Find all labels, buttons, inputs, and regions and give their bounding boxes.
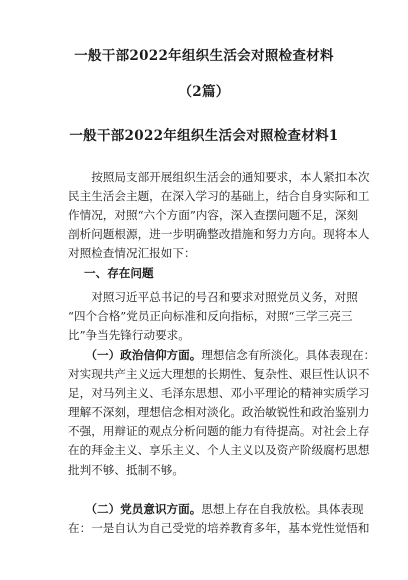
document-title: 一般干部2022年组织生活会对照检查材料 <box>74 48 334 64</box>
paragraph-line: 在的拜金主义、享乐主义、个人主义以及资产阶级腐朽思想 <box>68 443 370 458</box>
paragraph-line: 对照习近平总书记的号召和要求对照党员义务，对照 <box>68 290 358 304</box>
paragraph-line: 对照检查情况汇报如下： <box>68 246 196 261</box>
paragraph-line: 在：一是自认为自己受党的培养教育多年，基本党性觉悟和 <box>68 521 370 536</box>
intro-paragraph <box>68 168 370 263</box>
paragraph-line: 剖析问题根源，进一步明确整改措施和努力方向。现将本人 <box>68 227 370 242</box>
paragraph-line: 民主生活会主题，在深入学习的基础上，结合自身实际和工 <box>68 189 370 204</box>
paragraph-line <box>68 500 364 519</box>
paragraph-line: 批判不够、抵制不够。 <box>68 462 184 477</box>
paragraph-line: 足，对马列主义、毛泽东思想、邓小平理论的精神实质学习 <box>68 386 370 401</box>
paragraph-line: 对实现共产主义远大理想的长期性、复杂性、艰巨性认识不 <box>68 367 370 382</box>
paragraph-line <box>68 346 376 365</box>
paragraph-line: 作情况，对照“六个方面”内容，深入查摆问题不足，深刻 <box>68 208 359 223</box>
heading-existing-problems: 一、存在问题 <box>84 266 154 280</box>
item-text: 思想上存在自我放松。具体表现 <box>201 502 364 516</box>
paragraph-line: 按照局支部开展组织生活会的通知要求，本人紧扣本次 <box>68 170 370 184</box>
paragraph-line: 不强，用辩证的观点分析问题的能力有待提高。对社会上存 <box>68 424 370 439</box>
standards-paragraph <box>68 288 358 345</box>
paragraph-line: 比”争当先锋行动要求。 <box>68 328 190 343</box>
document-subtitle: （2篇） <box>178 84 230 100</box>
party-awareness-paragraph <box>68 500 370 538</box>
item-text: 理想信念有所淡化。具体表现在： <box>201 348 376 362</box>
item-label: （一）政治信仰方面。 <box>68 348 202 362</box>
paragraph-line: 理解不深刻，理想信念相对淡化。政治敏锐性和政治鉴别力 <box>68 405 370 420</box>
section-title: 一般干部2022年组织生活会对照检查材料1 <box>69 128 339 144</box>
political-belief-paragraph <box>68 346 376 480</box>
item-label: （二）党员意识方面。 <box>68 502 202 516</box>
paragraph-line: “四个合格”党员正向标准和反向指标，对照“三学三亮三 <box>68 309 353 324</box>
